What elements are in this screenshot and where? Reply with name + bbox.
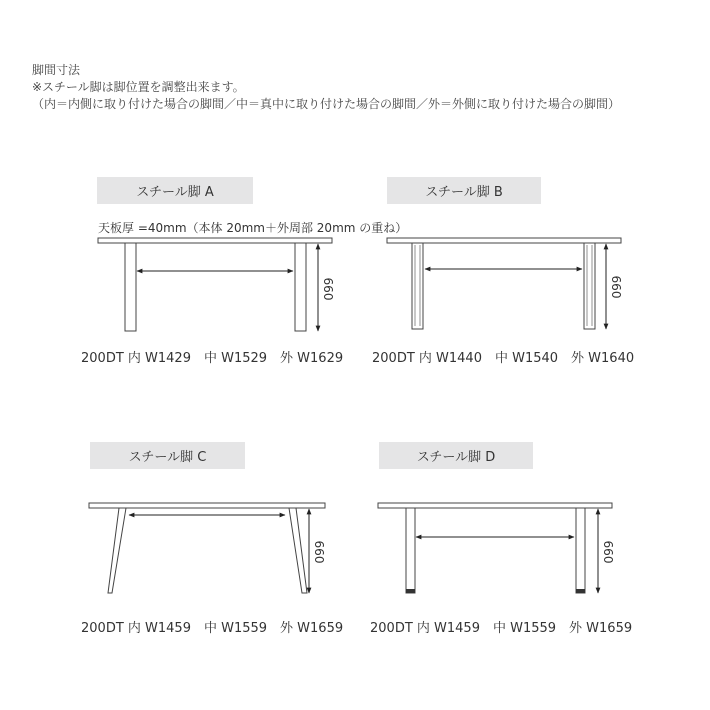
notes-line-1: ※スチール脚は脚位置を調整出来ます。: [32, 80, 245, 94]
leg-d-left: [406, 508, 415, 593]
tabletop-c: [89, 503, 325, 508]
height-label-d: 660: [601, 540, 615, 564]
caption-leg-d: 200DT 内 W1459 中 W1559 外 W1659: [370, 621, 633, 636]
leg-a-right: [295, 243, 306, 331]
height-label-c: 660: [312, 540, 326, 564]
leg-b-left: [412, 243, 423, 329]
label-leg-c: スチール脚 C: [90, 442, 245, 469]
leg-c-right: [289, 508, 307, 593]
table-drawing-c: [89, 503, 325, 593]
height-label-b: 660: [609, 275, 623, 299]
label-leg-a: スチール脚 A: [97, 177, 253, 204]
tabletop-thickness-note: 天板厚 =40mm（本体 20mm＋外周部 20mm の重ね）: [98, 221, 408, 235]
table-drawing-b: [387, 238, 621, 329]
label-leg-d: スチール脚 D: [379, 442, 533, 469]
notes-line-2: （内＝内側に取り付けた場合の脚間／中＝真中に取り付けた場合の脚間／外＝外側に取り付けた場合の脚間）: [32, 97, 621, 111]
leg-d-right: [576, 508, 585, 593]
caption-leg-b: 200DT 内 W1440 中 W1540 外 W1640: [372, 351, 635, 366]
leg-c-left: [108, 508, 126, 593]
leg-b-right: [584, 243, 595, 329]
tabletop-a: [98, 238, 332, 243]
tabletop-b: [387, 238, 621, 243]
table-drawing-a: [98, 238, 332, 331]
caption-leg-a: 200DT 内 W1429 中 W1529 外 W1629: [81, 351, 344, 366]
caption-leg-c: 200DT 内 W1459 中 W1559 外 W1659: [81, 621, 344, 636]
height-label-a: 660: [321, 277, 335, 301]
tabletop-d: [378, 503, 612, 508]
label-leg-b: スチール脚 B: [387, 177, 541, 204]
notes-title: 脚間寸法: [32, 63, 81, 77]
leg-a-left: [125, 243, 136, 331]
table-drawing-d: [378, 503, 612, 593]
